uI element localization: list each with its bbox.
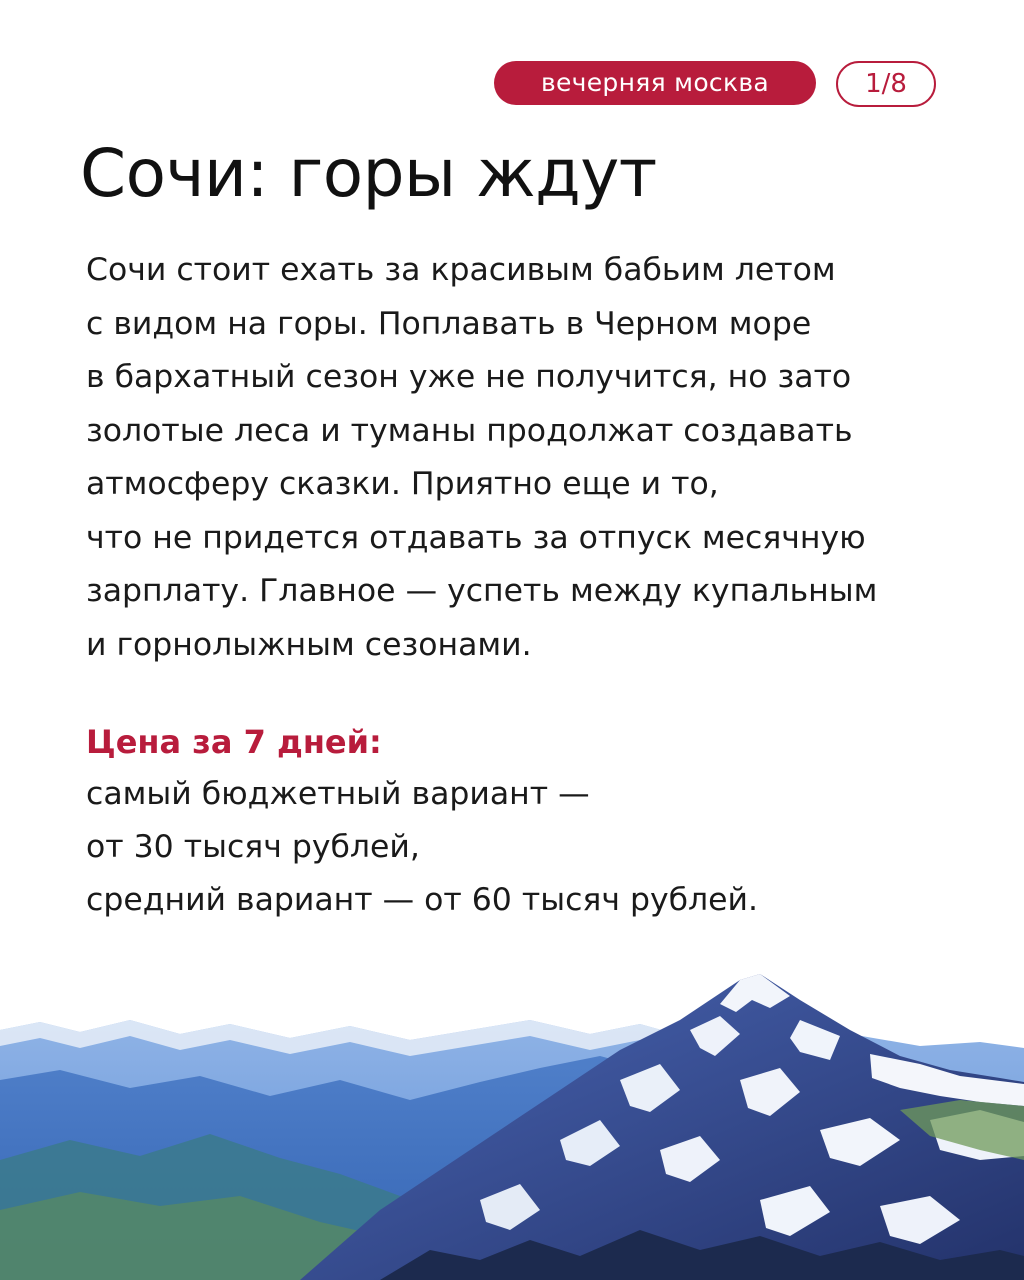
body-line: Сочи стоит ехать за красивым бабьим летом — [86, 252, 836, 288]
price-heading: Цена за 7 дней: — [86, 723, 382, 761]
body-line: в бархатный сезон уже не получится, но зато — [86, 359, 852, 395]
body-line: зарплату. Главное — успеть между купальным — [86, 573, 878, 609]
body-line: и горнолыжным сезонами. — [86, 626, 532, 663]
price-line: самый бюджетный вариант — — [86, 776, 590, 812]
mountain-illustration — [0, 960, 1024, 1280]
price-section — [86, 716, 986, 927]
page-counter: 1/8 — [836, 61, 936, 107]
body-line: что не придется отдавать за отпуск месячную — [86, 519, 866, 556]
body-paragraph — [86, 244, 986, 672]
body-line: золотые леса и туманы продолжат создавать — [86, 412, 853, 449]
body-line: атмосферу сказки. Приятно еще и то, — [86, 466, 719, 502]
price-details — [86, 768, 986, 927]
price-line: от 30 тысяч рублей, — [86, 829, 420, 865]
price-line: средний вариант — от 60 тысяч рублей. — [86, 882, 759, 918]
body-line: с видом на горы. Поплавать в Черном море — [86, 305, 812, 342]
brand-badge: вечерняя москва — [494, 61, 816, 105]
page-title: Сочи: горы ждут — [80, 135, 657, 212]
